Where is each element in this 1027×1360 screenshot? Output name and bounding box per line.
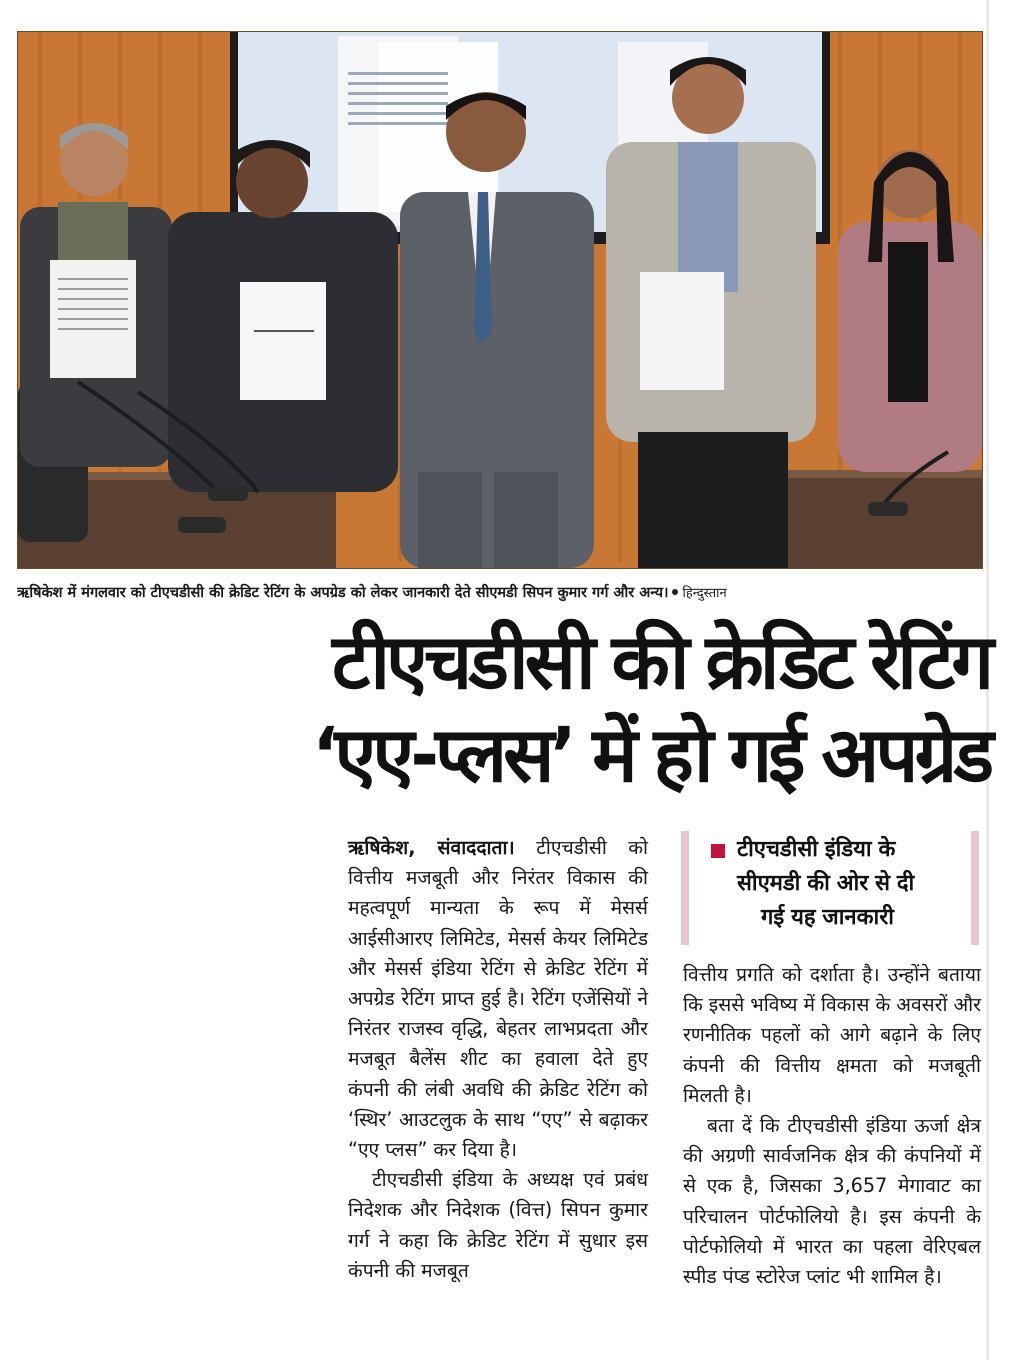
highlight-line-3: गई यह जानकारी	[761, 905, 894, 930]
article-column-left	[348, 833, 648, 1286]
photo-caption	[17, 580, 983, 606]
news-photo-illustration	[18, 32, 982, 568]
photo-credit: हिन्दुस्तान	[682, 586, 727, 601]
news-photo	[17, 31, 983, 569]
caption-text: ऋषिकेश में मंगलवार को टीएचडीसी की क्रेडिट रेटिंग के अपग्रेड को लेकर जानकारी देते सीएमडी सिपन कुमार गर्ग और अन्य।	[17, 585, 669, 601]
highlight-line-2: सीएमडी की ओर से दी	[737, 871, 915, 896]
article-paragraph-2: टीएचडीसी इंडिया के अध्यक्ष एवं प्रबंध निदेशक और निदेशक (वित्त) सिपन कुमार गर्ग ने कहा कि क्रेडिट रेटिंग में सुधार इस कंपनी की मजबूत	[348, 1168, 648, 1282]
article-paragraph-3: वित्तीय प्रगति को दर्शाता है। उन्होंने बताया कि इससे भविष्य में विकास के अवसरों और रणनीतिक पहलों को आगे बढ़ाने के लिए कंपनी की वित्तीय क्षमता को मजबूती मिलती है।	[683, 963, 981, 1107]
headline	[290, 617, 990, 799]
article-paragraph-4: बता दें कि टीएचडीसी इंडिया ऊर्जा क्षेत्र की अग्रणी सार्वजनिक क्षेत्र की कंपनियों में से एक है, जिसका 3,657 मेगावाट का परिचालन पोर्टफोलियो है। इस कंपनी के पोर्टफोलियो में भारत का पहला वेरिएबल स्पीड पंप्ड स्टोरेज प्लांट भी शामिल है।	[683, 1114, 981, 1289]
dateline: ऋषिकेश, संवाददाता।	[348, 836, 515, 859]
headline-line-1: टीएचडीसी की क्रेडिट रेटिंग	[332, 617, 990, 706]
highlight-box	[681, 831, 979, 945]
article-paragraph-1-text: टीएचडीसी को वित्तीय मजबूती और निरंतर विकास की महत्वपूर्ण मान्यता के रूप में मेसर्स आईसीआरए लिमिटेड, मेसर्स केयर लिमिटेड और मेसर्स इंडिया रेटिंग से क्रेडिट रेटिंग में अपग्रेड रेटिंग प्राप्त हुई है। रेटिंग एजेंसियों ने निरंतर राजस्व वृद्धि, बेहतर लाभप्रदता और मजबूत बैलेंस शीट का हवाला देते हुए कंपनी की लंबी अवधि की क्रेडिट रेटिंग को ‘स्थिर’ आउटलुक के साथ “एए” से बढ़ाकर “एए प्लस” कर दिया है।	[348, 836, 648, 1162]
square-bullet-icon	[711, 844, 725, 858]
headline-line-2: ‘एए-प्लस’ में हो गई अपग्रेड	[312, 710, 990, 799]
article-column-right	[683, 960, 981, 1292]
highlight-line-1: टीएचडीसी इंडिया के	[737, 837, 896, 862]
bullet-icon	[672, 589, 678, 595]
article-paragraph-1	[348, 833, 648, 1165]
